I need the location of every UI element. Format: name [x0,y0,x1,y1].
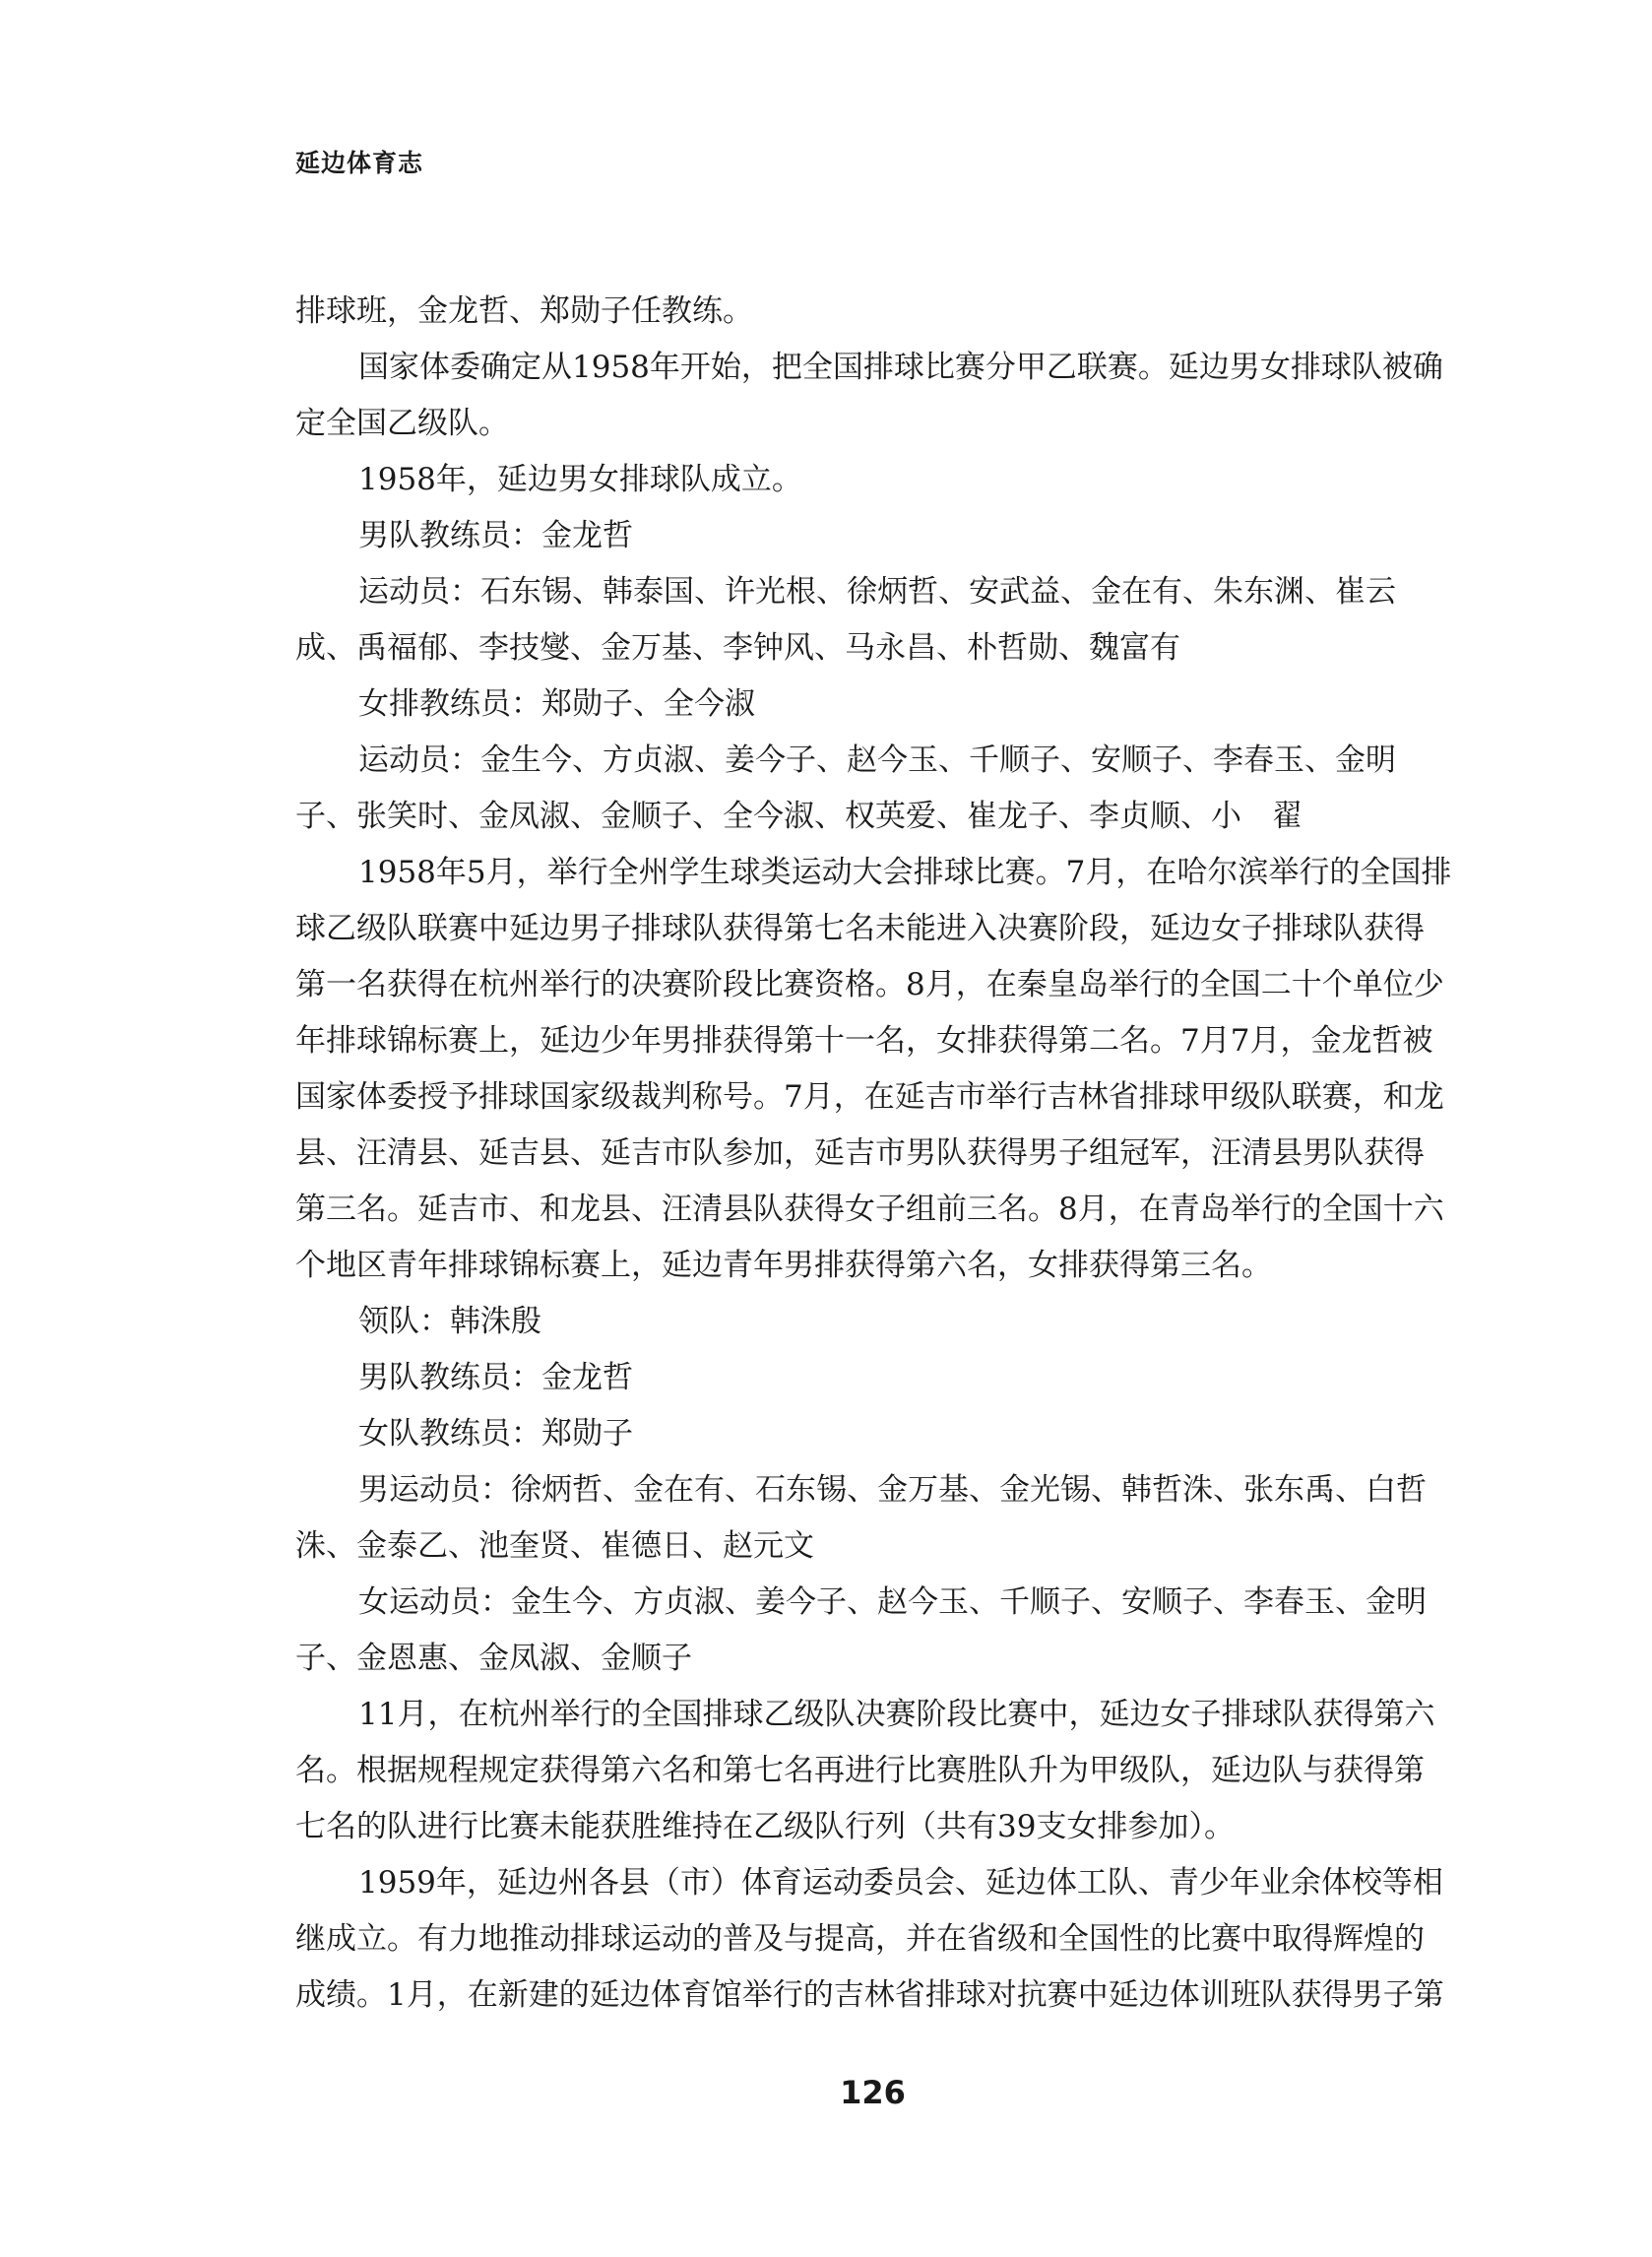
text-line: 1959年，延边州各县（市）体育运动委员会、延边体工队、青少年业余体校等相 [358,1865,1443,1901]
text-line: 男运动员：徐炳哲、金在有、石东锡、金万基、金光锡、韩哲洙、张东禹、白哲 [358,1472,1427,1508]
text-line: 女排教练员：郑勋子、全今淑 [358,686,755,722]
text-line: 运动员：金生今、方贞淑、姜今子、赵今玉、千顺子、安顺子、李春玉、金明 [358,742,1396,778]
text-line: 球乙级队联赛中延边男子排球队获得第七名未能进入决赛阶段，延边女子排球队获得 [295,911,1425,946]
text-line: 运动员：石东锡、韩泰国、许光根、徐炳哲、安武益、金在有、朱东渊、崔云 [358,574,1396,610]
text-line: 七名的队进行比赛未能获胜维持在乙级队行列（共有39支女排参加）。 [295,1809,1235,1844]
text-line: 子、张笑时、金凤淑、金顺子、全今淑、权英爱、崔龙子、李贞顺、小 翟 [295,799,1303,834]
text-line: 1958年5月，举行全州学生球类运动大会排球比赛。7月，在哈尔滨举行的全国排 [358,855,1452,890]
text-line: 个地区青年排球锦标赛上，延边青年男排获得第六名，女排获得第三名。 [295,1248,1272,1283]
text-line: 排球班，金龙哲、郑勋子任教练。 [295,293,753,329]
page-number: 126 [840,2074,906,2111]
body-text [295,284,1467,2024]
text-line: 第三名。延吉市、和龙县、汪清县队获得女子组前三名。8月，在青岛举行的全国十六 [295,1192,1444,1227]
text-line: 洙、金泰乙、池奎贤、崔德日、赵元文 [295,1528,814,1564]
text-line: 年排球锦标赛上，延边少年男排获得第十一名，女排获得第二名。7月7月，金龙哲被 [295,1023,1433,1059]
text-line: 女运动员：金生今、方贞淑、姜今子、赵今玉、千顺子、安顺子、李春玉、金明 [358,1584,1427,1620]
text-line: 第一名获得在杭州举行的决赛阶段比赛资格。8月，在秦皇岛举行的全国二十个单位少 [295,967,1444,1002]
text-line: 男队教练员：金龙哲 [358,1360,633,1395]
text-line: 定全国乙级队。 [295,406,509,441]
text-line: 继成立。有力地推动排球运动的普及与提高，并在省级和全国性的比赛中取得辉煌的 [295,1921,1425,1957]
text-line: 名。根据规程规定获得第六名和第七名再进行比赛胜队升为甲级队，延边队与获得第 [295,1753,1425,1788]
text-line: 子、金恩惠、金凤淑、金顺子 [295,1641,692,1676]
running-header-title: 延边体育志 [295,149,424,177]
text-line: 11月，在杭州举行的全国排球乙级队决赛阶段比赛中，延边女子排球队获得第六 [358,1697,1435,1732]
text-line: 男队教练员：金龙哲 [358,518,633,553]
text-line: 县、汪清县、延吉县、延吉市队参加，延吉市男队获得男子组冠军，汪清县男队获得 [295,1135,1425,1171]
text-line: 国家体委授予排球国家级裁判称号。7月，在延吉市举行吉林省排球甲级队联赛，和龙 [295,1079,1444,1115]
text-line: 成、禹福郁、李技燮、金万基、李钟风、马永昌、朴哲勋、魏富有 [295,630,1180,666]
text-line: 领队：韩洙殷 [358,1304,541,1339]
text-line: 成绩。1月，在新建的延边体育馆举行的吉林省排球对抗赛中延边体训班队获得男子第 [295,1977,1444,2013]
text-line: 1958年，延边男女排球队成立。 [358,462,802,497]
text-line: 女队教练员：郑勋子 [358,1416,633,1451]
text-line: 国家体委确定从1958年开始，把全国排球比赛分甲乙联赛。延边男女排球队被确 [358,350,1443,385]
